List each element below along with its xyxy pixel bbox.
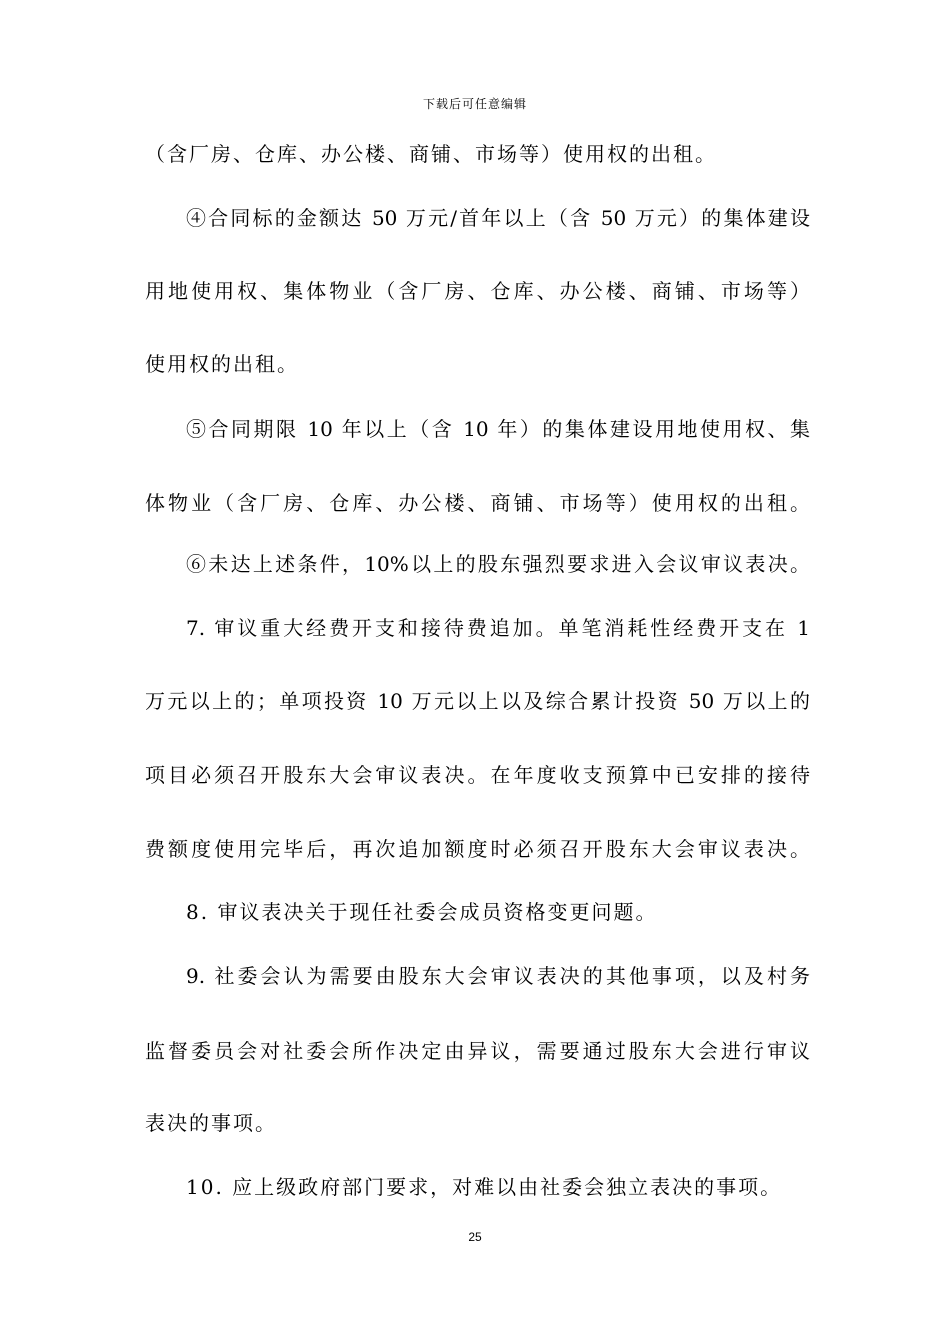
body-line-15: 表决的事项。	[145, 1111, 277, 1135]
page-header: 下载后可任意编辑	[422, 97, 527, 111]
body-line-14: 监督委员会对社委会所作决定由异议，需要通过股东大会进行审议	[145, 1039, 810, 1063]
body-line-7: ⑥未达上述条件，10%以上的股东强烈要求进入会议审议表决。	[186, 552, 810, 576]
body-line-8: 7. 审议重大经费开支和接待费追加。单笔消耗性经费开支在 1	[186, 616, 810, 640]
body-line-3: 用地使用权、集体物业（含厂房、仓库、办公楼、商铺、市场等）	[145, 279, 810, 303]
body-line-10: 项目必须召开股东大会审议表决。在年度收支预算中已安排的接待	[145, 763, 810, 787]
body-line-9: 万元以上的；单项投资 10 万元以上以及综合累计投资 50 万以上的	[145, 689, 810, 713]
body-line-11: 费额度使用完毕后，再次追加额度时必须召开股东大会审议表决。	[145, 837, 810, 861]
body-line-2: ④合同标的金额达 50 万元/首年以上（含 50 万元）的集体建设	[186, 206, 810, 230]
body-line-6: 体物业（含厂房、仓库、办公楼、商铺、市场等）使用权的出租。	[145, 491, 810, 515]
body-line-4: 使用权的出租。	[145, 352, 299, 376]
page-number: 25	[468, 1230, 482, 1244]
body-line-16: 10. 应上级政府部门要求，对难以由社委会独立表决的事项。	[186, 1175, 783, 1199]
body-line-1: （含厂房、仓库、办公楼、商铺、市场等）使用权的出租。	[145, 142, 717, 166]
body-line-12: 8. 审议表决关于现任社委会成员资格变更问题。	[186, 900, 658, 924]
body-line-13: 9. 社委会认为需要由股东大会审议表决的其他事项，以及村务	[186, 964, 810, 988]
body-line-5: ⑤合同期限 10 年以上（含 10 年）的集体建设用地使用权、集	[186, 417, 810, 441]
